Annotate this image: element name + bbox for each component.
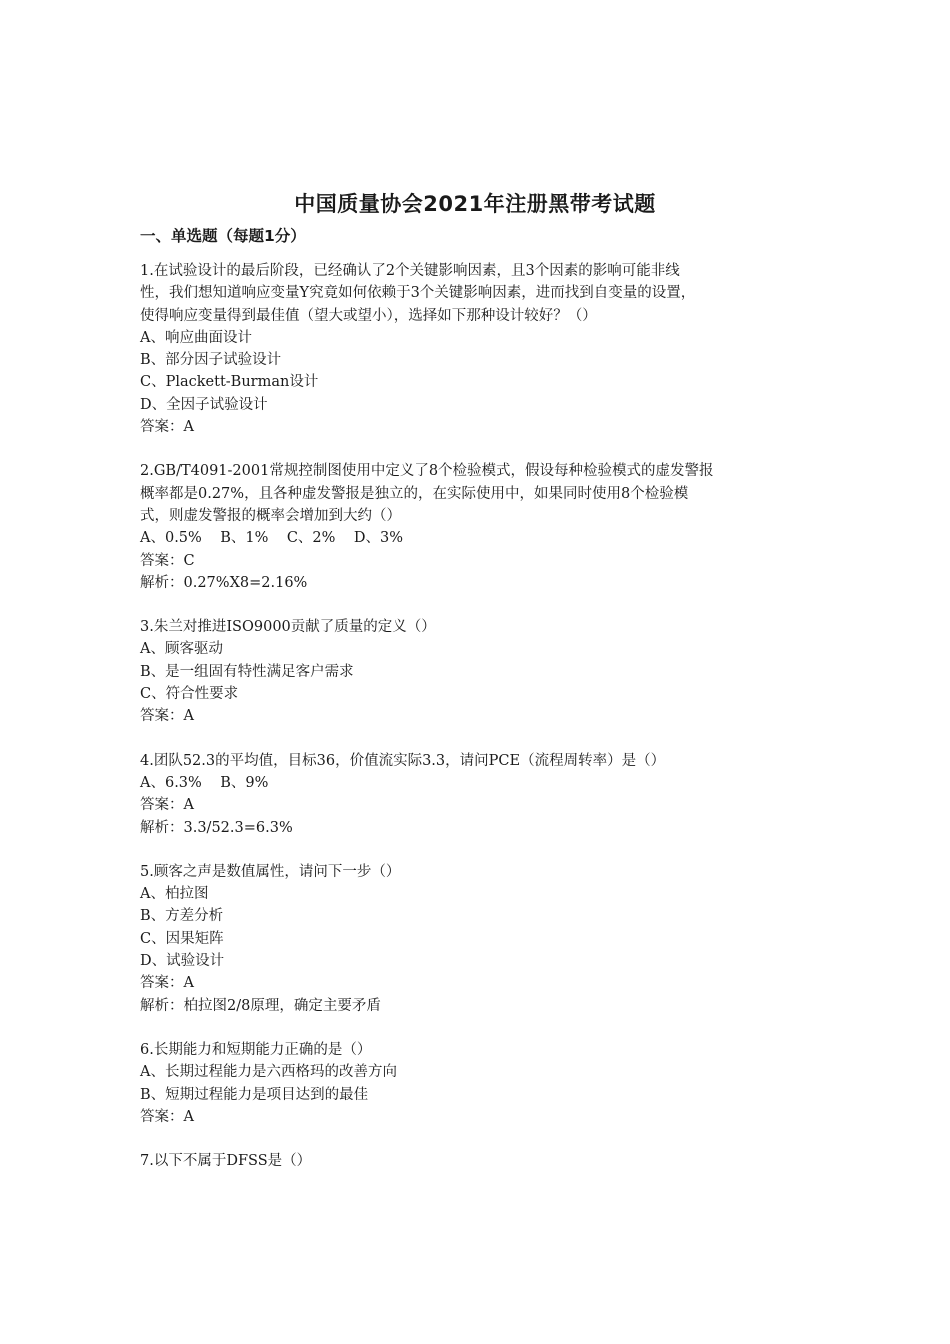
answer-key: 答案：C xyxy=(140,552,195,569)
question-stem-line: 概率都是0.27%，且各种虚发警报是独立的，在实际使用中，如果同时使用8个检验模 xyxy=(140,485,689,502)
question-stem-line: 5.顾客之声是数值属性，请问下一步（） xyxy=(140,863,401,880)
question-item xyxy=(140,260,812,438)
question-item xyxy=(140,861,812,1017)
answer-key: 答案：A xyxy=(140,1108,194,1125)
question-stem-line: 6.长期能力和短期能力正确的是（） xyxy=(140,1041,372,1058)
answer-option: A、顾客驱动 xyxy=(140,641,223,658)
answer-option: D、试验设计 xyxy=(140,953,225,970)
question-item xyxy=(140,1039,812,1128)
answer-option: C、Plackett-Burman设计 xyxy=(140,374,319,391)
question-stem-line: 7.以下不属于DFSS是（） xyxy=(140,1153,312,1170)
question-item xyxy=(140,750,812,839)
answer-option: B、是一组固有特性满足客户需求 xyxy=(140,663,354,680)
question-stem-line: 3.朱兰对推进ISO9000贡献了质量的定义（） xyxy=(140,619,436,636)
question-stem xyxy=(140,861,812,883)
answer-option: A、响应曲面设计 xyxy=(140,329,252,346)
question-stem-line: 1.在试验设计的最后阶段，已经确认了2个关键影响因素，且3个因素的影响可能非线 xyxy=(140,263,680,279)
question-stem xyxy=(140,460,812,527)
answer-analysis: 解析：柏拉图2/8原理，确定主要矛盾 xyxy=(140,997,381,1014)
answer-option: A、0.5% B、1% C、2% D、3% xyxy=(140,530,404,547)
question-stem xyxy=(140,1039,812,1061)
question-item xyxy=(140,460,812,594)
question-stem-line: 4.团队52.3的平均值，目标36，价值流实际3.3，请问PCE（流程周转率）是（） xyxy=(140,752,666,769)
question-list xyxy=(140,260,812,1194)
answer-option: C、因果矩阵 xyxy=(140,930,224,947)
answer-option: D、全因子试验设计 xyxy=(140,396,268,413)
answer-option: A、柏拉图 xyxy=(140,886,209,903)
answer-option: B、方差分析 xyxy=(140,908,224,925)
question-stem-line: 式，则虚发警报的概率会增加到大约（） xyxy=(140,507,401,524)
question-stem xyxy=(140,260,812,327)
question-stem-line: 使得响应变量得到最佳值（望大或望小），选择如下那种设计较好？（） xyxy=(140,307,597,324)
answer-key: 答案：A xyxy=(140,419,194,436)
answer-key: 答案：A xyxy=(140,708,194,725)
answer-option: C、符合性要求 xyxy=(140,686,239,703)
answer-analysis: 解析：3.3/52.3=6.3% xyxy=(140,819,293,836)
section-heading: 一、单选题（每题1分） xyxy=(140,227,306,245)
question-stem-line: 2.GB/T4091-2001常规控制图使用中定义了8个检验模式，假设每种检验模式的虚发警报 xyxy=(140,463,714,480)
question-stem xyxy=(140,750,812,772)
answer-option: A、6.3% B、9% xyxy=(140,774,269,791)
question-item xyxy=(140,616,812,727)
answer-option: B、短期过程能力是项目达到的最佳 xyxy=(140,1086,369,1103)
answer-key: 答案：A xyxy=(140,975,194,992)
answer-analysis: 解析：0.27%X8=2.16% xyxy=(140,574,308,591)
question-stem-line: 性，我们想知道响应变量Y究竟如何依赖于3个关键影响因素，进而找到自变量的设置， xyxy=(140,285,696,302)
question-stem xyxy=(140,616,812,638)
question-stem xyxy=(140,1150,812,1172)
page-title: 中国质量协会2021年注册黑带考试题 xyxy=(294,192,656,216)
answer-option: A、长期过程能力是六西格玛的改善方向 xyxy=(140,1064,397,1081)
question-item xyxy=(140,1150,812,1172)
answer-key: 答案：A xyxy=(140,797,194,814)
answer-option: B、部分因子试验设计 xyxy=(140,352,282,369)
